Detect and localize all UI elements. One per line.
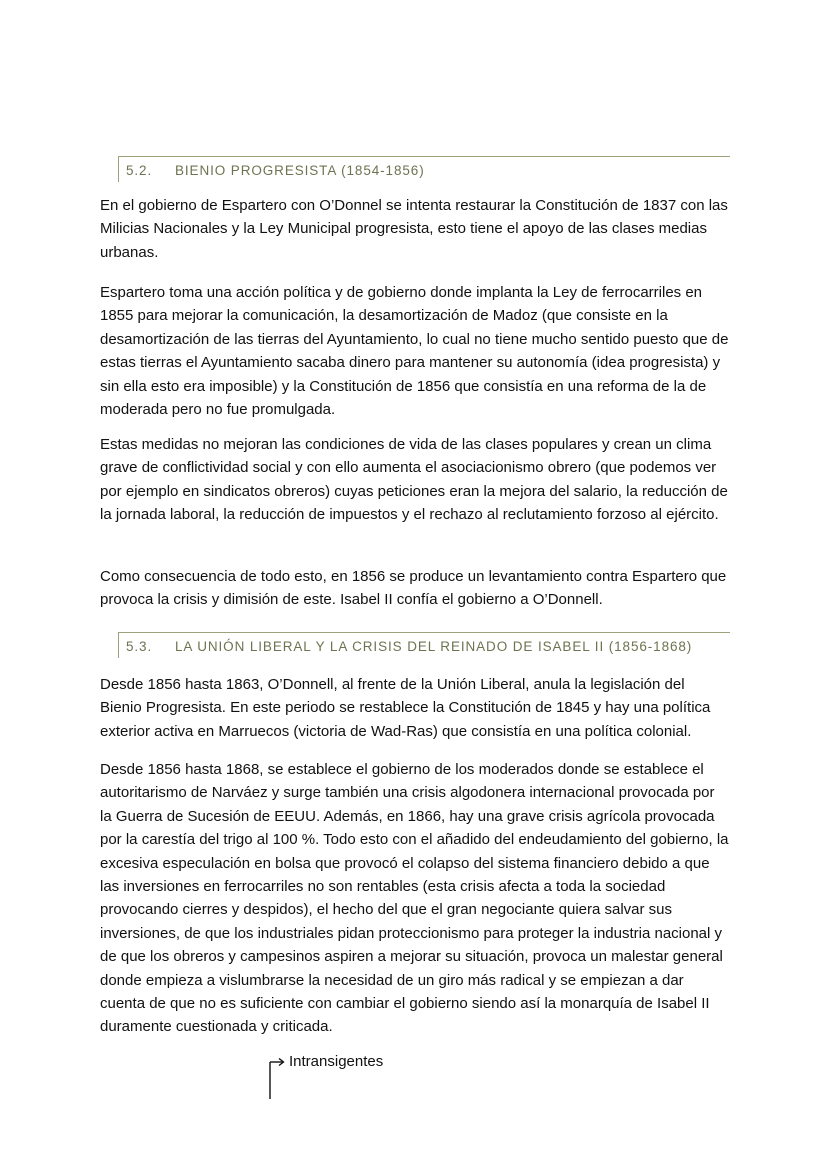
paragraph: Espartero toma una acción política y de gobierno donde implanta la Ley de ferrocarriles en 1855 para mejorar la comunicación, la desamortización de Madoz (que consiste en la desamortización de las tierras del Ayuntamiento, lo cual no tiene mucho sentido puesto que de estas tierras el Ayuntamiento sacaba dinero para mantener su autonomía (idea progresista) y sin ella esto era imposible) y la Constitución de 1856 que consistía en una reforma de la de moderada pero no fue promulgada. xyxy=(100,284,729,419)
paragraph: Desde 1856 hasta 1863, O’Donnell, al frente de la Unión Liberal, anula la legislación del Bienio Progresista. En este periodo se restablece la Constitución de 1845 y hay una política exterior activa en Marruecos (victoria de Wad-Ras) que consistía en una política colonial. xyxy=(100,676,711,740)
section-number: 5.2. xyxy=(126,163,153,178)
section-number: 5.3. xyxy=(126,639,153,654)
paragraph: Estas medidas no mejoran las condiciones de vida de las clases populares y crean un clima grave de conflictividad social y con ello aumenta el asociacionismo obrero (que podemos ver por ejemplo en sindicatos obreros) cuyas peticiones eran la mejora del salario, la reducción de la jornada laboral, la reducción de impuestos y el rechazo al reclutamiento forzoso al ejército. xyxy=(100,436,728,524)
section-heading-5-2 xyxy=(118,156,730,182)
section-heading-5-3 xyxy=(118,632,730,658)
paragraph: Como consecuencia de todo esto, en 1856 se produce un levantamiento contra Espartero que provoca la crisis y dimisión de este. Isabel II confía el gobierno a O’Donnell. xyxy=(100,568,727,609)
paragraph: Desde 1856 hasta 1868, se establece el gobierno de los moderados donde se establece el autoritarismo de Narváez y surge también una crisis algodonera internacional provocada por la Guerra de Sucesión de EEUU. Además, en 1866, hay una grave crisis agrícola provocada por la carestía del trigo al 100 %. Todo esto con el añadido del endeudamiento del gobierno, la excesiva especulación en bolsa que provocó el colapso del sistema financiero debido a que las inversiones en ferrocarriles no son rentables (esta crisis afecta a toda la sociedad provocando cierres y despidos), el hecho del que el gran negociante quiera salvar sus inversiones, de que los industriales pidan proteccionismo para proteger la industria nacional y de que los obreros y campesinos aspiren a mejorar su situación, provoca un malestar general donde empieza a vislumbrarse la necesidad de un giro más radical y se empiezan a dar cuenta de que no es suficiente con cambiar el gobierno siendo así la monarquía de Isabel II duramente cuestionada y criticada. xyxy=(100,761,729,1036)
section-title: BIENIO PROGRESISTA (1854-1856) xyxy=(175,163,425,178)
diagram-label: Intransigentes xyxy=(289,1053,384,1070)
arrow-bracket-icon xyxy=(268,1058,286,1100)
section-title: LA UNIÓN LIBERAL Y LA CRISIS DEL REINADO DE ISABEL II (1856-1868) xyxy=(175,639,693,654)
paragraph: En el gobierno de Espartero con O’Donnel se intenta restaurar la Constitución de 1837 con las Milicias Nacionales y la Ley Municipal progresista, esto tiene el apoyo de las clases medias urbanas. xyxy=(100,197,728,261)
